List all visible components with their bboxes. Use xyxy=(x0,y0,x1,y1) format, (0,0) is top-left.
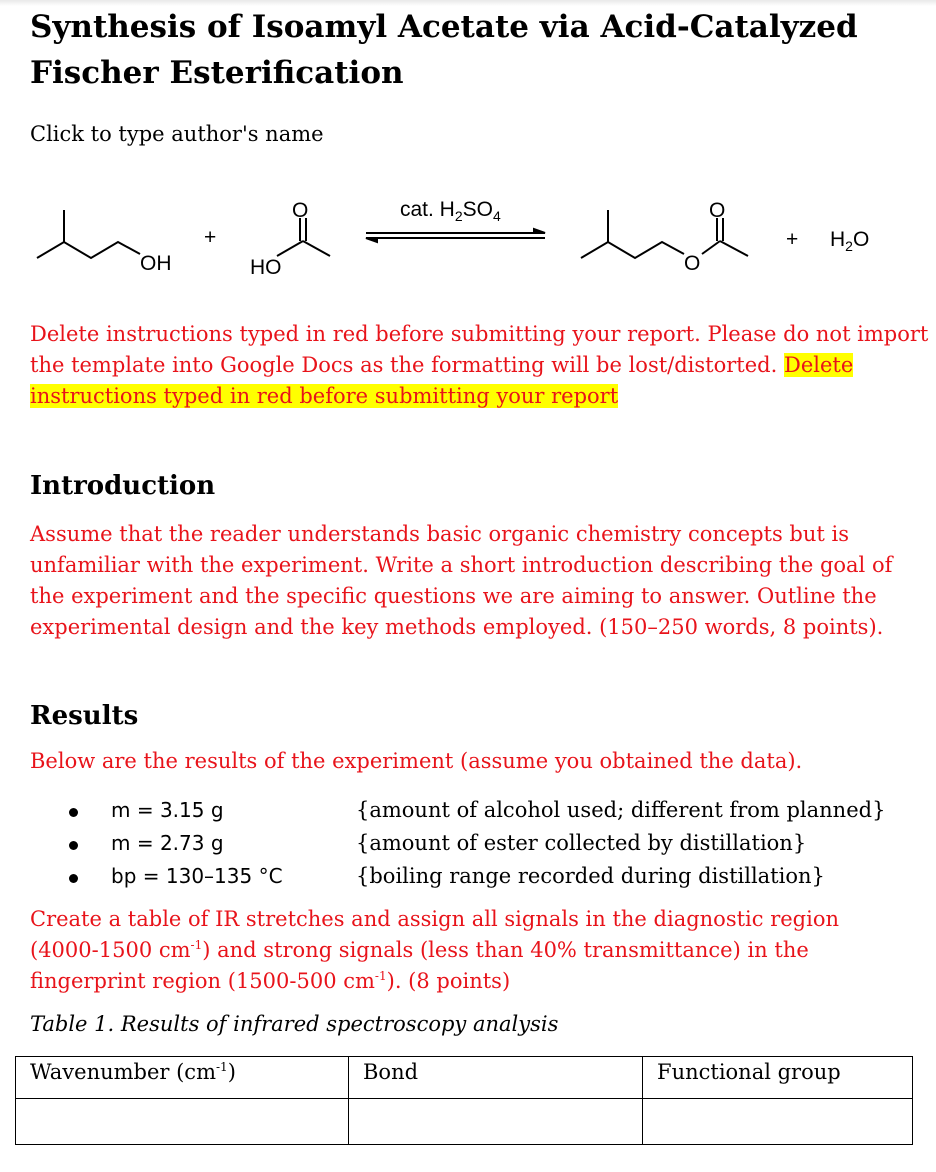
table-row xyxy=(16,1099,913,1145)
ester-carbonyl-o-label: O xyxy=(709,199,726,222)
header-wavenumber[interactable]: Wavenumber $(cm^{-1})$ xyxy=(16,1057,349,1099)
instructions-main: Delete instructions typed in red before submitting your report. Please do not import the template into Google Docs as the formatting will be lost/distorted. xyxy=(30,322,929,377)
document-title[interactable]: Synthesis of Isoamyl Acetate via Acid-Catalyzed Fischer Esterification xyxy=(30,9,858,91)
result-item-alcohol-mass xyxy=(0,794,936,827)
reaction-scheme xyxy=(0,186,936,296)
result-item-boiling-range xyxy=(0,860,936,893)
isoamyl-acetate-structure xyxy=(581,199,748,275)
result-value: m = 2.73 g xyxy=(111,831,224,855)
ester-o-label: O xyxy=(684,252,701,275)
result-value: m = 3.15 g xyxy=(111,798,224,822)
ir-results-table xyxy=(15,1056,913,1145)
introduction-instructions[interactable]: Assume that the reader understands basic organic chemistry concepts but is unfamiliar with the experiment. Write a short introduction describing the goal of the experiment and the specific questions we are aiming to answer. Outline the experimental design and the key methods employed. (150–250 words, 8 points). xyxy=(30,522,893,639)
results-lead[interactable]: Below are the results of the experiment (assume you obtained the data). xyxy=(30,749,803,773)
header-functional-group[interactable]: Functional group xyxy=(643,1057,913,1099)
results-heading: Results xyxy=(30,701,139,731)
plus-sign-2: + xyxy=(786,228,799,251)
result-value: bp = 130–135 °C xyxy=(111,864,283,888)
table-header-row xyxy=(16,1057,913,1099)
result-item-ester-mass xyxy=(0,827,936,860)
author-name-field[interactable]: Click to type author's name xyxy=(30,122,324,146)
alcohol-oh-label: OH xyxy=(140,252,172,275)
ir-table-instructions[interactable]: Create a table of IR stretches and assign all signals in the diagnostic region (4000-1500 $cm^{-1}$) and strong signals (less than 40% transmittance) in the fingerprint region (1500-500 $cm^{-1}$). (8 points) xyxy=(30,907,839,993)
table-cell-bond[interactable] xyxy=(349,1099,643,1145)
introduction-heading: Introduction xyxy=(30,471,216,501)
water-label: $H_2O$ xyxy=(830,228,870,254)
red-instructions[interactable] xyxy=(30,319,930,412)
table-cell-functional-group[interactable] xyxy=(643,1099,913,1145)
bullet-icon xyxy=(69,874,78,883)
plus-sign-1: + xyxy=(204,226,217,249)
equilibrium-arrows xyxy=(366,229,545,242)
result-note: {amount of ester collected by distillation} xyxy=(356,831,807,855)
results-list xyxy=(0,794,936,893)
bullet-icon xyxy=(69,841,78,850)
result-note: {boiling range recorded during distillation} xyxy=(356,864,825,888)
acid-carbonyl-o-label: O xyxy=(292,199,309,222)
acetic-acid-structure xyxy=(250,199,330,279)
isoamyl-alcohol-structure xyxy=(37,210,172,275)
bullet-icon xyxy=(69,808,78,817)
result-note: {amount of alcohol used; different from planned} xyxy=(356,798,886,822)
header-bond[interactable]: Bond xyxy=(349,1057,643,1099)
acid-ho-label: HO xyxy=(250,256,282,279)
table-cell-wavenumber[interactable] xyxy=(16,1099,349,1145)
instructions-highlighted: Delete instructions typed in red before submitting your report xyxy=(30,353,854,408)
table-caption: Table 1. Results of infrared spectroscopy analysis xyxy=(30,1012,559,1036)
catalyst-label: cat. $H_2SO_4$ xyxy=(400,198,501,224)
